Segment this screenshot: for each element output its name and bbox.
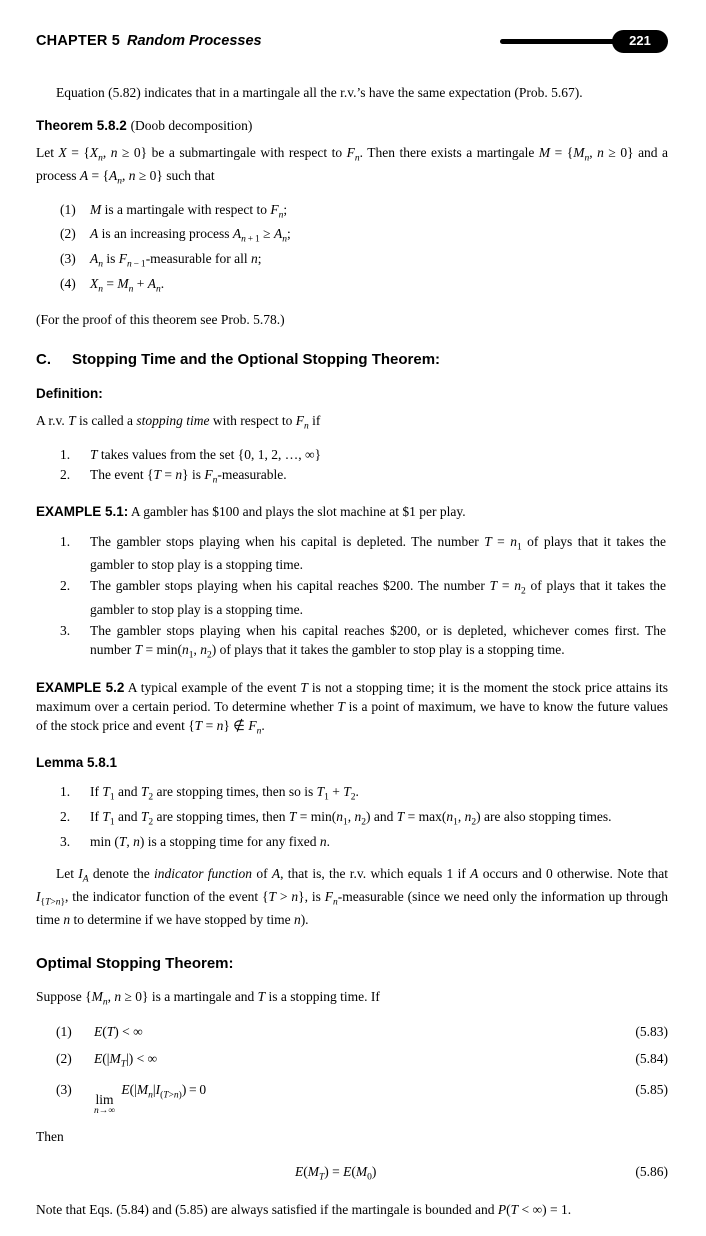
section-title: Stopping Time and the Optional Stopping Theorem:: [72, 351, 441, 368]
item-number: 2.: [60, 808, 71, 824]
condition-number: (3): [56, 1082, 72, 1098]
theorem-heading: [36, 116, 668, 135]
condition-row: [36, 1080, 668, 1117]
indicator-paragraph: Let $I_A$ denote the indicator function of A, that is, the r.v. which equals 1 if A occurs and 0 otherwise. Note that $I_{\{T>n\}}$, the indicator function of the event {T > n}, is $F_n$-measurable (since we need only the information up through time n to determine if we have stopped by time n).: [36, 865, 668, 928]
item-number: 2.: [60, 578, 71, 594]
then-word: Then: [36, 1129, 64, 1145]
list-item: [60, 445, 668, 464]
item-number: (2): [60, 226, 76, 242]
equation-number: (5.86): [635, 1164, 668, 1180]
item-number: 1.: [60, 446, 71, 462]
list-item: [60, 832, 668, 851]
item-number: (3): [60, 251, 76, 266]
item-text: If $T_1$ and $T_2$ are stopping times, then so is $T_1 + T_2$.: [90, 784, 359, 803]
condition-number: (2): [56, 1050, 72, 1066]
list-item: [60, 621, 668, 663]
section-letter: C.: [36, 351, 51, 368]
item-text: $A_n$ is $F_{n - 1}$-measurable for all n;: [90, 251, 262, 270]
item-text: M is a martingale with respect to $F_n$;: [90, 201, 288, 221]
theorem-body: Let $X = \{X_n$, n ≥ 0} be a submartingale with respect to $F_n$. Then there exists a martingale $M = \{M_n$, n ≥ 0} and a process $A = \{A_n$, n ≥ 0} such that: [36, 145, 669, 188]
item-text: The gambler stops playing when his capital is depleted. The number $T = n_1$ of plays that it takes the gambler to stop play is a stopping time.: [90, 533, 666, 572]
example52-label: EXAMPLE 5.2: [36, 679, 125, 695]
item-number: 1.: [60, 533, 71, 549]
list-item: [60, 200, 668, 223]
chapter-title: Random Processes: [126, 33, 262, 50]
intro-paragraph: Equation (5.82) indicates that in a martingale all the r.v.’s have the same expectation (Prob. 5.67).: [56, 85, 583, 100]
example51-paragraph: [36, 502, 668, 521]
condition-formula: lim n→∞ $E(|M_n|I_{(T>n)}) = 0$: [94, 1082, 207, 1117]
item-text: $X_n = M_n + A_n$.: [90, 275, 165, 295]
list-item: [60, 249, 668, 272]
page-header: [36, 30, 668, 53]
example51-label: EXAMPLE 5.1:: [36, 504, 129, 520]
list-item: [60, 274, 668, 297]
condition-formula: $E(|M_T|)$ < ∞: [94, 1050, 158, 1070]
condition-row: [36, 1049, 668, 1072]
ost-title: Optimal Stopping Theorem:: [36, 955, 234, 973]
equation-number: (5.85): [635, 1082, 668, 1098]
condition-number: (1): [56, 1023, 72, 1039]
definition-list: [60, 445, 668, 489]
page-number-badge: [612, 30, 668, 53]
theorem-note: (Doob decomposition): [130, 118, 253, 134]
ost-intro: Suppose {$M_n$, n ≥ 0} is a martingale and T is a stopping time. If: [36, 988, 380, 1008]
condition-formula: E(T) < ∞: [94, 1023, 143, 1039]
item-number: 1.: [60, 784, 71, 800]
ost-conditions: [36, 1022, 668, 1117]
equation-number: (5.83): [635, 1023, 668, 1039]
example51-list: [60, 532, 668, 664]
list-item: [60, 807, 668, 830]
chapter-heading: [36, 31, 262, 52]
theorem-list: [60, 200, 668, 297]
item-text: The gambler stops playing when his capital reaches $200, or is depleted, whichever comes first. The number $T = \min(n_1$, $n_2$) of plays that it takes the gambler to stop play is a stopping time.: [90, 623, 666, 662]
list-item: [60, 224, 668, 247]
item-number: (4): [60, 275, 76, 291]
item-text: If $T_1$ and $T_2$ are stopping times, then $T = \min(n_1$, $n_2$) and $T = \max(n_1$, $n_2$) are also stopping times.: [90, 808, 612, 828]
item-text: The event {T = n} is $F_n$-measurable.: [90, 467, 287, 486]
example52-paragraph: [36, 678, 668, 739]
item-text: A is an increasing process $A_{n + 1} \ge A_n$;: [90, 226, 291, 246]
definition-heading: Definition:: [36, 386, 103, 402]
section-c-heading: [36, 349, 668, 370]
item-text: The gambler stops playing when his capital reaches $200. The number $T = n_2$ of plays that it takes the gambler to stop play is a stopping time.: [90, 578, 667, 617]
example51-intro: A gambler has $100 and plays the slot machine at $1 per play.: [130, 504, 466, 520]
list-item: [60, 782, 668, 805]
page-number-decoration: [500, 30, 668, 53]
lemma-heading: Lemma 5.8.1: [36, 755, 118, 771]
definition-body: A r.v. T is called a stopping time with respect to $F_n$ if: [36, 413, 321, 433]
item-text: T takes values from the set {0, 1, 2, …, ∞}: [90, 446, 322, 462]
lemma-list: [60, 782, 668, 851]
page-number: 221: [629, 33, 651, 49]
item-text: min (T, n) is a stopping time for any fixed n.: [90, 833, 330, 849]
theorem-label: Theorem 5.8.2: [36, 118, 127, 134]
chapter-label: CHAPTER 5: [36, 33, 120, 50]
closing-note: Note that Eqs. (5.84) and (5.85) are always satisfied if the martingale is bounded and P(T < ∞) = 1.: [36, 1201, 572, 1217]
header-rule: [500, 39, 618, 44]
item-number: 3.: [60, 833, 71, 849]
list-item: [60, 576, 668, 618]
ost-heading: [36, 953, 668, 974]
result-formula: $E(M_T) = E(M_0)$: [294, 1164, 377, 1184]
item-number: 2.: [60, 467, 71, 483]
item-number: (1): [60, 201, 76, 217]
result-equation-row: [36, 1162, 668, 1185]
list-item: [60, 532, 668, 574]
list-item: [60, 465, 668, 488]
condition-row: [36, 1022, 668, 1041]
example52-body: A typical example of the event T is not a stopping time; it is the moment the stock price attains its maximum over a certain period. To determine whether T is a point of maximum, we have to know the future values of the stock price and event {T = n} ∉ $F_n$.: [36, 679, 668, 737]
item-number: 3.: [60, 623, 71, 639]
equation-number: (5.84): [635, 1050, 668, 1066]
proof-note: (For the proof of this theorem see Prob. 5.78.): [36, 311, 285, 327]
